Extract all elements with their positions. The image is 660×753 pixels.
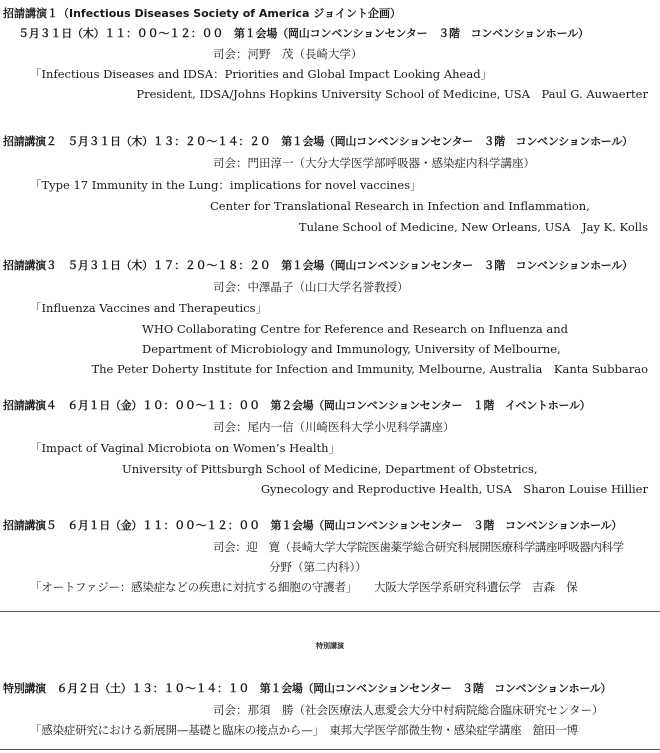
lecture1-chair: 司会：河野 茂（長崎大学） bbox=[213, 47, 363, 61]
lecture1-title: 「Infectious Diseases and IDSA：Priorities and Global Impact Looking Ahead」 bbox=[30, 67, 493, 81]
lecture2-chair: 司会：門田淳一（大分大学医学部呼吸器・感染症内科学講座） bbox=[213, 156, 535, 170]
special-chair: 司会：那須 勝（社会医療法人恵愛会大分中村病院総合臨床研究センター） bbox=[213, 703, 604, 717]
lecture1-speaker: President, IDSA/Johns Hopkins University School of Medicine, USA Paul G. Auwaerter bbox=[136, 87, 648, 101]
lecture4-chair: 司会：尾内一信（川崎医科大学小児科学講座） bbox=[213, 420, 455, 434]
lecture5-title-speaker: 「オートファジー：感染症などの疾患に対抗する細胞の守護者」 大阪大学医学系研究科遺伝学 吉森 保 bbox=[30, 580, 578, 594]
special-title-speaker: 「感染症研究における新展開—基礎と臨床の接点から—」 東邦大学医学部微生物・感染症学講座 舘田一博 bbox=[30, 723, 578, 737]
lecture1-header-a: 招請講演１（Infectious Diseases Society of America ジョイント企画） bbox=[3, 7, 402, 20]
lecture5-chair: 司会：迎 寛（長崎大学大学院医歯薬学総合研究科展開医療科学講座呼吸器内科学 bbox=[213, 540, 624, 554]
special-section-title: 特別講演 bbox=[316, 642, 344, 650]
lecture2-speaker-1: Center for Translational Research in Infection and Inflammation, bbox=[210, 199, 590, 213]
lecture5-chair-cont: 分野（第二内科）） bbox=[269, 560, 367, 574]
section-divider bbox=[0, 611, 660, 612]
lecture4-header: 招請講演４ ６月１日（金）１０：００〜１１：００ 第２会場（岡山コンベンションセンター １階 イベントホール） bbox=[3, 399, 591, 412]
lecture2-header: 招請講演２ ５月３１日（木）１３：２０〜１４：２０ 第１会場（岡山コンベンションセンター ３階 コンベンションホール） bbox=[3, 135, 633, 148]
lecture4-speaker-1: University of Pittsburgh School of Medicine, Department of Obstetrics, bbox=[122, 462, 538, 476]
lecture4-speaker-2: Gynecology and Reproductive Health, USA Sharon Louise Hillier bbox=[260, 482, 648, 496]
lecture2-speaker-2: Tulane School of Medicine, New Orleans, USA Jay K. Kolls bbox=[298, 220, 648, 234]
lecture1-header-b: ５月３１日（木）１１：００〜１２：００ 第１会場（岡山コンベンションセンター ３階 コンベンションホール） bbox=[18, 27, 589, 40]
lecture5-header: 招請講演５ ６月１日（金）１１：００〜１２：００ 第１会場（岡山コンベンションセンター ３階 コンベンションホール） bbox=[3, 519, 622, 532]
special-header: 特別講演 ６月２日（土）１３：１０〜１４：１０ 第１会場（岡山コンベンションセンター ３階 コンベンションホール） bbox=[3, 682, 612, 695]
lecture3-speaker-3: The Peter Doherty Institute for Infection and Immunity, Melbourne, Australia Kanta Subbarao bbox=[91, 362, 648, 376]
bottom-divider bbox=[0, 749, 660, 750]
lecture2-title: 「Type 17 Immunity in the Lung：implications for novel vaccines」 bbox=[30, 178, 422, 192]
lecture3-chair: 司会：中澤晶子（山口大学名誉教授） bbox=[213, 280, 409, 294]
lecture3-title: 「Influenza Vaccines and Therapeutics」 bbox=[30, 301, 267, 315]
lecture3-header: 招請講演３ ５月３１日（木）１７：２０〜１８：２０ 第１会場（岡山コンベンションセンター ３階 コンベンションホール） bbox=[3, 259, 633, 272]
lecture3-speaker-1: WHO Collaborating Centre for Reference and Research on Influenza and bbox=[142, 322, 569, 336]
lecture4-title: 「Impact of Vaginal Microbiota on Women’s Health」 bbox=[30, 441, 341, 455]
lecture3-speaker-2: Department of Microbiology and Immunology, University of Melbourne, bbox=[142, 342, 561, 356]
